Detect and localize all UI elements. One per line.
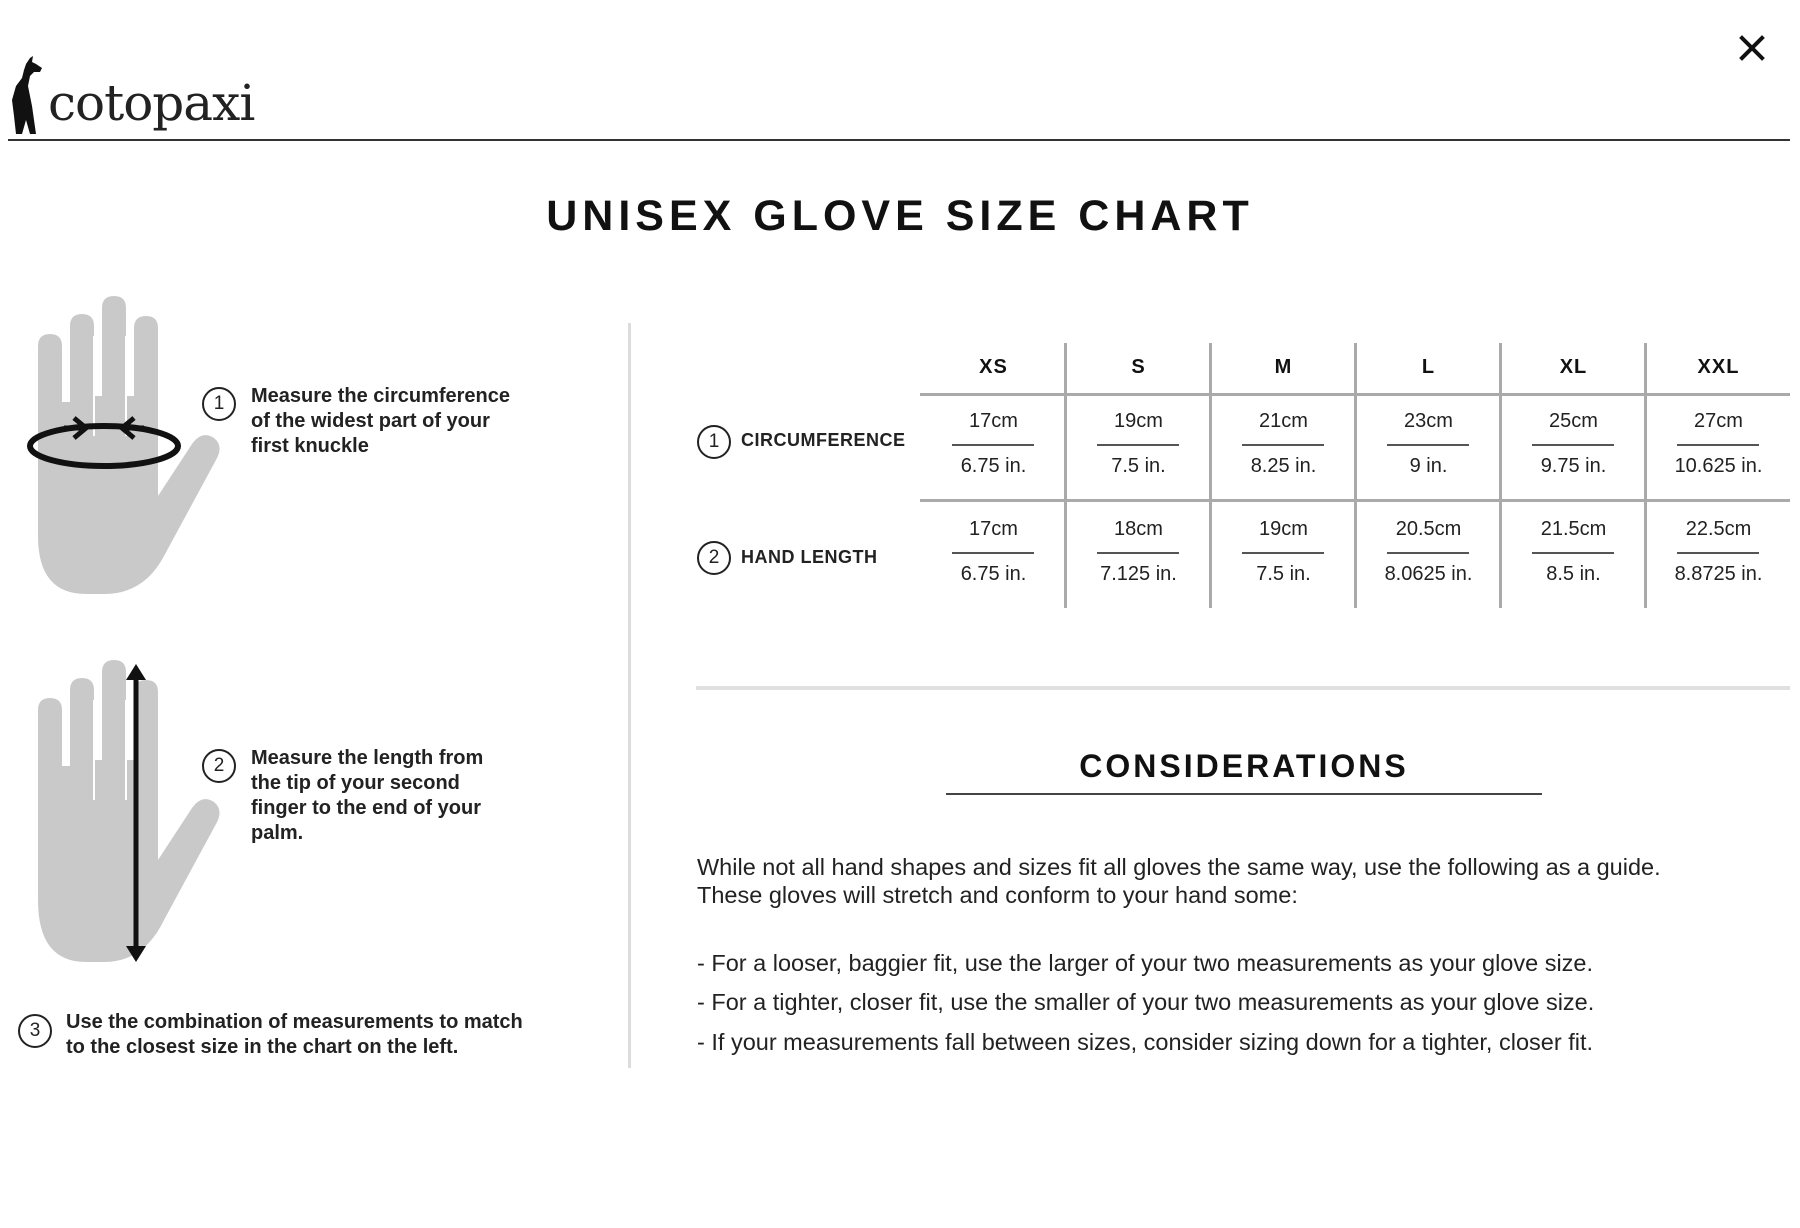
step-2-line: Measure the length from [251, 747, 484, 769]
step-3-text [66, 1010, 523, 1060]
close-icon [1739, 35, 1765, 61]
considerations-underline [946, 793, 1542, 795]
cell-circ-xxl-cm: 27cm [1694, 410, 1743, 432]
intro-line: These gloves will stretch and conform to your hand some: [697, 882, 1298, 908]
table-row-line [920, 393, 1790, 396]
intro-line: While not all hand shapes and sizes fit all gloves the same way, use the following as a guide. [697, 854, 1661, 880]
cell-circ-m-in: 8.25 in. [1250, 455, 1317, 477]
cell-circ-l-in: 9 in. [1409, 455, 1448, 477]
step-1-line: Measure the circumference [251, 385, 511, 407]
cell-len-xs-in: 6.75 in. [960, 563, 1027, 585]
cell-divider [1387, 552, 1469, 554]
step-1-line: of the widest part of your [251, 410, 490, 432]
size-header-xxl: XXL [1697, 356, 1740, 378]
considerations-bullet: - For a tighter, closer fit, use the smaller of your two measurements as your glove size. [697, 989, 1595, 1015]
cell-divider [1097, 444, 1179, 446]
step-3-line: Use the combination of measurements to match [66, 1011, 523, 1033]
header-divider [8, 139, 1790, 141]
size-header-xs: XS [979, 356, 1008, 378]
step-1-text [251, 384, 510, 459]
cell-len-s-in: 7.125 in. [1100, 563, 1177, 585]
cell-len-xl-cm: 21.5cm [1540, 518, 1607, 540]
cell-divider [1677, 552, 1759, 554]
cell-len-l-cm: 20.5cm [1395, 518, 1462, 540]
step-3-number: 3 [18, 1014, 52, 1048]
cell-circ-s-in: 7.5 in. [1111, 455, 1166, 477]
section-divider [696, 686, 1790, 690]
cell-circ-xxl-in: 10.625 in. [1674, 455, 1763, 477]
step-3-line: to the closest size in the chart on the left. [66, 1036, 459, 1058]
row-2-number: 2 [697, 541, 731, 575]
row-1-number: 1 [697, 425, 731, 459]
cell-len-m-in: 7.5 in. [1256, 563, 1311, 585]
size-header-xl: XL [1559, 356, 1588, 378]
column-divider [628, 323, 631, 1068]
cell-circ-xs-cm: 17cm [969, 410, 1018, 432]
hand-length-illustration [24, 660, 230, 966]
cell-divider [1532, 444, 1614, 446]
cell-divider [952, 444, 1034, 446]
size-header-m: M [1274, 356, 1293, 378]
cell-divider [1097, 552, 1179, 554]
page-title: UNISEX GLOVE SIZE CHART [546, 192, 1254, 240]
cell-divider [1242, 444, 1324, 446]
cell-circ-xl-cm: 25cm [1549, 410, 1598, 432]
cell-len-xxl-in: 8.8725 in. [1674, 563, 1763, 585]
size-header-l: L [1421, 356, 1436, 378]
step-1-line: first knuckle [251, 435, 369, 457]
size-header-s: S [1131, 356, 1146, 378]
hand-circumference-illustration [24, 296, 230, 598]
considerations-bullet: - If your measurements fall between sizes, consider sizing down for a tighter, closer fit. [697, 1029, 1594, 1055]
step-2-text [251, 746, 483, 846]
cell-divider [952, 552, 1034, 554]
step-2-line: the tip of your second [251, 772, 460, 794]
step-2-line: palm. [251, 822, 304, 844]
considerations-bullet: - For a looser, baggier fit, use the larger of your two measurements as your glove size. [697, 950, 1594, 976]
brand-logo[interactable] [8, 52, 254, 136]
cell-circ-xs-in: 6.75 in. [960, 455, 1027, 477]
cell-circ-xl-in: 9.75 in. [1540, 455, 1607, 477]
cell-divider [1677, 444, 1759, 446]
cell-circ-s-cm: 19cm [1114, 410, 1163, 432]
llama-icon [8, 56, 46, 136]
step-2-line: finger to the end of your [251, 797, 481, 819]
cell-len-l-in: 8.0625 in. [1384, 563, 1473, 585]
step-2-number: 2 [202, 749, 236, 783]
cell-len-xl-in: 8.5 in. [1546, 563, 1601, 585]
cell-len-m-cm: 19cm [1259, 518, 1308, 540]
row-label-circumference: CIRCUMFERENCE [741, 430, 906, 450]
step-1-number: 1 [202, 387, 236, 421]
cell-circ-l-cm: 23cm [1404, 410, 1453, 432]
logo-wordmark: cotopaxi [48, 74, 255, 132]
considerations-intro [697, 853, 1661, 909]
considerations-title: CONSIDERATIONS [1079, 748, 1409, 784]
cell-divider [1242, 552, 1324, 554]
cell-len-s-cm: 18cm [1114, 518, 1163, 540]
cell-len-xs-cm: 17cm [969, 518, 1018, 540]
cell-circ-m-cm: 21cm [1259, 410, 1308, 432]
cell-divider [1387, 444, 1469, 446]
cell-divider [1532, 552, 1614, 554]
table-row-line [920, 499, 1790, 502]
close-button[interactable] [1728, 24, 1776, 72]
row-label-hand-length: HAND LENGTH [741, 547, 878, 567]
cell-len-xxl-cm: 22.5cm [1685, 518, 1752, 540]
